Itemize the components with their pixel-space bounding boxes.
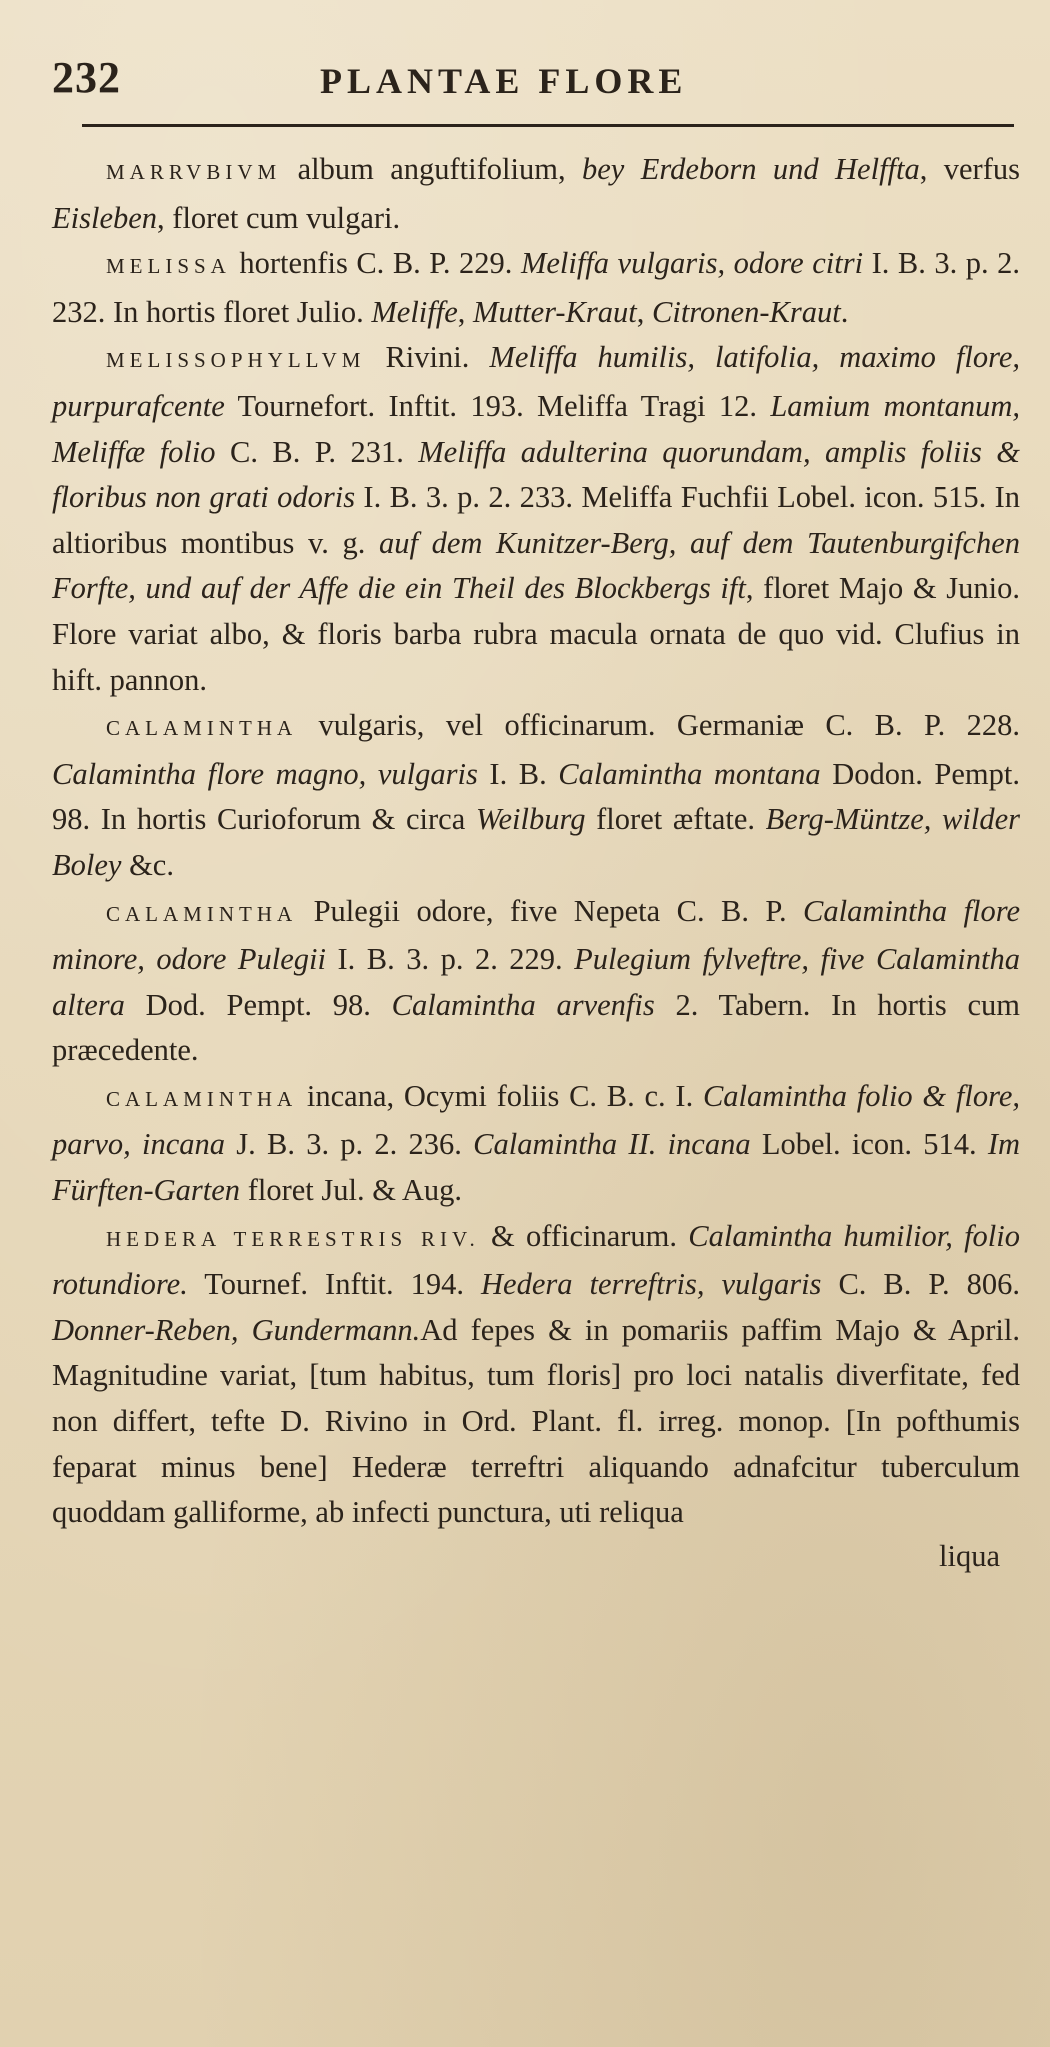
body-text: Rivini.	[385, 340, 490, 375]
body-text: &c.	[121, 847, 174, 882]
italic-text: Citronen-Kraut	[652, 294, 841, 329]
italic-text: Meliffe	[371, 294, 458, 329]
entry-marrubium	[52, 147, 1020, 241]
page-header	[52, 52, 1020, 110]
italic-text: auf dem Kunitzer-Berg, auf dem Tautenburgifchen Forfte, und auf der Affe die ein Theil des Blockbergs ift	[52, 525, 1020, 606]
entry-headword: CALAMINTHA	[106, 1086, 298, 1111]
body-text: Ad fepes & in pomariis paffim Majo & April. Magnitudine variat, [tum habitus, tum floris] pro loci natalis diverfitate, fed non differt, tefte D. Rivino in Ord. Plant. fl. irreg. monop. [In pofthumis feparat minus bene] Hederæ terreftri aliquando adnafcitur tuberculum quoddam galliforme, ab infecti punctura, uti reliqua	[52, 1312, 1020, 1530]
body-text: incana, Ocymi foliis C. B. c. I.	[306, 1078, 703, 1113]
body-text: I. B. 3. p. 2. 233. Meliffa Fuchfii Lobel. icon. 515. In altioribus montibus v. g.	[52, 480, 1020, 560]
entry-headword: MELISSA	[106, 254, 231, 279]
italic-text: Calamintha humilior, folio rotundiore.	[52, 1218, 1021, 1302]
italic-text: Hedera terreftris, vulgaris	[481, 1267, 822, 1302]
entry-headword: MARRVBIVM	[106, 160, 282, 184]
entry-melissa	[52, 241, 1020, 335]
body-text: .	[840, 294, 849, 329]
plant-entries	[52, 147, 1020, 1576]
italic-text: Berg-Müntze, wilder Boley	[52, 802, 1020, 882]
body-text: , floret cum vulgari.	[157, 200, 401, 235]
italic-text: Meliffa humilis, latifolia, maximo flore, purpurafcente	[52, 340, 1020, 423]
body-text: 2. Tabern. In hortis cum præcedente.	[52, 987, 1020, 1068]
italic-text: Eisleben	[52, 200, 158, 235]
entry-headword: HEDERA TERRESTRIS RIV.	[106, 1226, 480, 1251]
entry-calamintha-2	[52, 889, 1020, 1074]
body-text: Dod. Pempt. 98.	[124, 987, 392, 1022]
body-text: Tournef. Inftit. 194.	[187, 1267, 482, 1302]
body-text: floret æftate.	[585, 802, 766, 837]
body-text: Pulegii odore, five Nepeta C. B. P.	[313, 893, 804, 928]
header-rule	[82, 124, 1014, 127]
entry-headword: CALAMINTHA	[106, 716, 298, 741]
body-text: I. B. 3. p. 2. 232. In hortis floret Julio.	[52, 246, 1021, 329]
italic-text: Meliffa vulgaris, odore citri	[520, 246, 864, 281]
body-text: J. B. 3. p. 2. 236.	[225, 1127, 474, 1162]
page-number: 232	[52, 53, 121, 102]
entry-headword: CALAMINTHA	[106, 901, 298, 926]
catchword: liqua	[939, 1538, 1000, 1573]
italic-text: Mutter-Kraut	[473, 294, 637, 329]
italic-text: Pulegium fylveftre, five Calamintha altera	[52, 942, 1020, 1022]
italic-text: Calamintha folio & flore, parvo, incana	[52, 1078, 1020, 1162]
body-text: floret Jul. & Aug.	[240, 1173, 463, 1208]
body-text: album anguftifolium,	[297, 152, 582, 186]
body-text: I. B. 3. p. 2. 229.	[326, 942, 575, 977]
entry-melissophyllum	[52, 335, 1020, 703]
italic-text: Calamintha montana	[558, 756, 821, 791]
body-text: & officinarum.	[491, 1218, 689, 1253]
italic-text: Weilburg	[475, 802, 586, 837]
body-text: vulgaris, vel officinarum. Germaniæ C. B. P. 228.	[318, 708, 1020, 743]
italic-text: Donner-Reben, Gundermann.	[52, 1312, 421, 1347]
italic-text: Im Fürften-Garten	[52, 1127, 1021, 1208]
body-text: Tournefort. Inftit. 193. Meliffa Tragi 12.	[224, 388, 771, 423]
italic-text: bey Erdeborn und Helffta	[581, 152, 920, 186]
body-text: I. B.	[477, 756, 559, 791]
entry-hedera-terrestris	[52, 1214, 1020, 1536]
italic-text: Calamintha flore magno, vulgaris	[52, 756, 478, 791]
italic-text: Lamium montanum, Meliffæ folio	[52, 388, 1021, 469]
body-text: hortenfis C. B. P. 229.	[239, 246, 521, 281]
body-text: C. B. P. 231.	[215, 434, 419, 469]
italic-text: Meliffa adulterina quorundam, amplis foliis & floribus non grati odoris	[52, 434, 1020, 515]
entry-calamintha-3	[52, 1074, 1020, 1214]
body-text: C. B. P. 806.	[821, 1267, 1020, 1302]
italic-text: Calamintha II. incana	[473, 1127, 751, 1162]
entry-calamintha-1	[52, 703, 1020, 888]
body-text: , verfus	[919, 152, 1020, 186]
body-text: Lobel. icon. 514.	[750, 1127, 988, 1162]
body-text: , floret Majo & Junio. Flore variat albo, & floris barba rubra macula ornata de quo vid. Clufius in hift. pannon.	[52, 571, 1021, 697]
body-text: ,	[636, 294, 653, 329]
running-title: PLANTAE FLORE	[320, 61, 688, 101]
italic-text: Calamintha arvenfis	[391, 987, 655, 1022]
body-text: ,	[457, 294, 474, 329]
entry-headword: MELISSOPHYLLVM	[106, 348, 366, 373]
italic-text: Calamintha flore minore, odore Pulegii	[52, 893, 1020, 977]
body-text: Dodon. Pempt. 98. In hortis Curioforum & circa	[52, 756, 1021, 837]
